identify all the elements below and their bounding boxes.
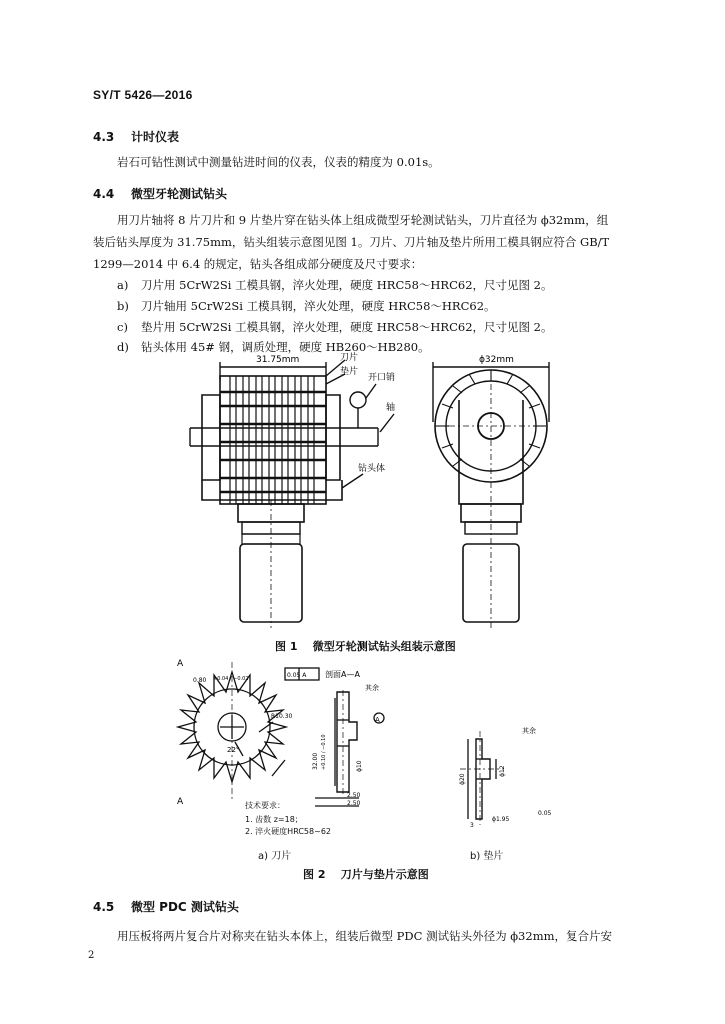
dia20-dim: ϕ20 — [459, 773, 466, 785]
dia32-dim: 32.00 — [312, 752, 319, 770]
thick2-dim: 2.50 — [347, 800, 361, 807]
list-text: 垫片用 5CrW2Si 工模具钢，淬火处理，硬度 HRC58～HRC62，尺寸见图 2。 — [141, 320, 553, 334]
figure-2a-label: a) 刀片 — [258, 851, 292, 862]
section-4-5-heading — [93, 898, 239, 915]
tech-req-title: 技术要求： — [245, 801, 285, 810]
hole-dim: ϕ1.95 — [492, 816, 510, 823]
dia10-dim: ϕ10 — [356, 760, 363, 772]
tooth-tip-tol: +0.04 / −0.02 — [213, 676, 249, 682]
list-text: 钻头体用 45# 钢，调质处理，硬度 HB260～HB280。 — [141, 340, 430, 354]
list-item — [117, 274, 552, 296]
page-number: 2 — [88, 950, 95, 961]
section-4-4-heading — [93, 185, 227, 202]
list-mark: a) — [117, 278, 129, 292]
standard-id: SY/T 5426—2016 — [93, 88, 193, 102]
figure-2a-blade — [175, 660, 435, 840]
section-4-5-text: 用压板将两片复合片对称夹在钻头本体上，组装后微型 PDC 测试钻头外径为 ϕ32mm，复合片安 — [117, 929, 613, 943]
section-marker-top: A — [177, 659, 184, 669]
paragraph-line: 1299—2014 中 6.4 的规定，钻头各组成部分硬度及尺寸要求： — [93, 257, 423, 271]
section-title: 微型 PDC 测试钻头 — [130, 900, 239, 914]
rest-label-b: 其余 — [522, 727, 536, 735]
tolerance-box: 0.05 A — [287, 672, 307, 679]
dia32-tol: +0.10 / −0.10 — [321, 734, 327, 770]
shaft-label: 轴 — [386, 403, 396, 413]
tech-req-item: 2. 淬火硬度HRC58~62 — [245, 827, 331, 836]
list-mark: b) — [117, 299, 129, 313]
section-label: 剖面A—A — [325, 670, 360, 679]
list-text: 刀片用 5CrW2Si 工模具钢，淬火处理，硬度 HRC58～HRC62，尺寸见图 2。 — [141, 278, 553, 292]
section-number: 4.4 — [93, 187, 115, 201]
spacer-label: 垫片 — [340, 367, 359, 377]
angle-dim: 22° — [227, 746, 240, 754]
cotter-pin-label: 开口销 — [368, 373, 396, 383]
blade-label: 刀片 — [340, 353, 359, 363]
thick1-dim: 2.50 — [347, 792, 361, 799]
section-title: 微型牙轮测试钻头 — [130, 187, 227, 201]
t3-dim: 3 — [470, 822, 474, 829]
figure-1-side-view — [425, 350, 565, 630]
radius-dim: R10.30 — [271, 713, 293, 720]
section-marker-bottom: A — [177, 797, 184, 807]
body-label: 钻头体 — [358, 464, 386, 474]
figure-2b-label: b) 垫片 — [470, 851, 504, 862]
datum-marker: A — [375, 716, 380, 724]
figure-2b-spacer — [440, 715, 580, 830]
section-number: 4.3 — [93, 130, 115, 144]
section-number: 4.5 — [93, 900, 115, 914]
dia12-dim: ϕ12 — [499, 765, 506, 777]
list-mark: d) — [117, 340, 129, 354]
figure-1-caption: 图 1 微型牙轮测试钻头组装示意图 — [275, 640, 456, 653]
dim-width-label: 31.75mm — [256, 355, 300, 365]
t2-dim: 0.05 — [538, 810, 552, 817]
dim-diameter-label: ϕ32mm — [479, 355, 514, 365]
list-item — [117, 295, 496, 317]
section-title: 计时仪表 — [130, 130, 179, 144]
section-4-3-heading — [93, 128, 179, 145]
section-4-3-text: 岩石可钻性测试中测量钻进时间的仪表，仪表的精度为 0.01s。 — [117, 155, 440, 169]
list-mark: c) — [117, 320, 128, 334]
tech-req-item: 1. 齿数 z=18； — [245, 815, 303, 824]
figure-2-caption: 图 2 刀片与垫片示意图 — [303, 868, 429, 881]
list-item — [117, 316, 552, 338]
paragraph-line: 装后钻头厚度为 31.75mm，钻头组装示意图见图 1。刀片、刀片轴及垫片所用工模具钢应符合 GB/T — [93, 235, 610, 249]
list-text: 刀片轴用 5CrW2Si 工模具钢，淬火处理，硬度 HRC58～HRC62。 — [141, 299, 496, 313]
tooth-tip-dim: 0.80 — [193, 677, 207, 684]
paragraph-line: 用刀片轴将 8 片刀片和 9 片垫片穿在钻头体上组成微型牙轮测试钻头，刀片直径为 ϕ32mm，组 — [117, 213, 609, 227]
figure-1-front-view — [180, 350, 420, 630]
rest-label-a: 其余 — [365, 684, 379, 692]
